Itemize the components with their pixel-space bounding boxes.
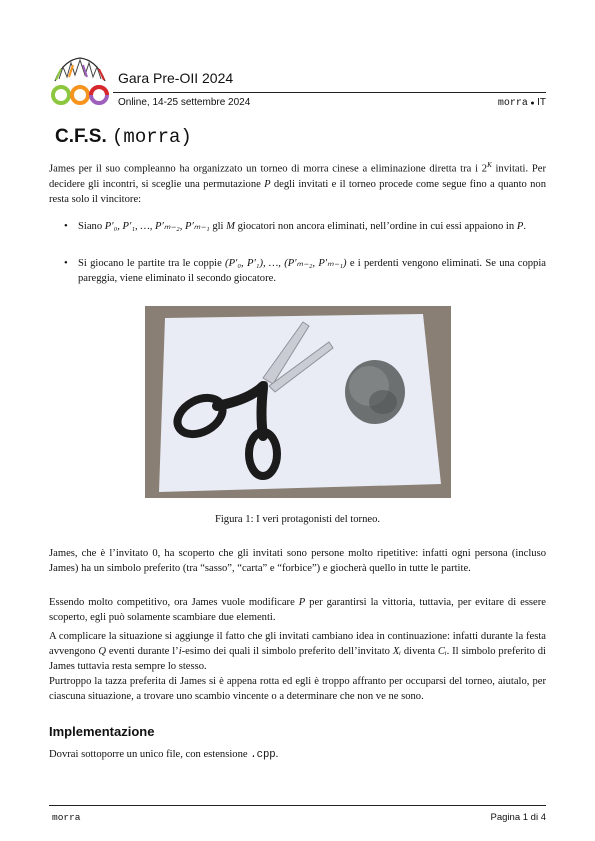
cup-paragraph: Purtroppo la tazza preferita di James si è appena rotta ed egli è troppo affranto per occuparsi del torneo, aiutalo, per ciascuna situazione, a trovare uno scambio vincente o a determinare che non ve ne sono. — [49, 676, 546, 702]
header-bullet: ● — [530, 100, 535, 107]
scissors-and-rock-photo — [145, 306, 451, 498]
bullet1-math: P′₀, P′₁, …, P′ₘ₋₂, P′ₘ₋₁ — [104, 221, 210, 232]
submit-text-b: . — [275, 749, 279, 760]
bullet1-var-m: M — [226, 221, 235, 232]
task-title-main: C.F.S. — [55, 126, 107, 147]
bullet1-text-a: Siano — [78, 221, 105, 232]
complic-text-b: eventi durante l’ — [106, 646, 179, 657]
header-divider — [113, 92, 546, 93]
complic-text-e: . Il simbolo preferito di James tuttavia resta sempre lo stesso. — [49, 646, 546, 672]
complic-text-d: diventa — [400, 646, 438, 657]
intro-text-c: degli invitati e il torneo procede come segue fino a quanto non resta solo il vincitore: — [49, 178, 546, 205]
intro-text-a: James per il suo compleanno ha organizzato un torneo di morra cinese a eliminazione diretta tra i 2 — [49, 163, 488, 175]
complic-var-q: Q — [98, 646, 106, 657]
submit-extension: .cpp — [250, 749, 276, 761]
complic-var-c: Cᵢ — [437, 646, 447, 657]
figure-caption: Figura 1: I veri protagonisti del torneo. — [214, 514, 381, 525]
intro-paragraph — [49, 158, 546, 207]
footer-page-number: Pagina 1 di 4 — [490, 812, 546, 823]
header-task-info — [498, 97, 546, 109]
footer-task-code: morra — [52, 812, 81, 823]
header-language: IT — [537, 97, 546, 108]
contest-dates: Online, 14-25 settembre 2024 — [118, 97, 251, 108]
contest-title: Gara Pre-OII 2024 — [118, 70, 234, 86]
compete-var-p: P — [298, 597, 306, 608]
olympiad-logo-icon — [49, 55, 111, 110]
complic-var-x: Xᵢ — [392, 646, 401, 657]
submit-text-a: Dovrai sottoporre un unico file, con estensione — [49, 749, 251, 760]
bullet1-text-b: gli — [209, 221, 227, 232]
bullet2-text-b: e i perdenti vengono eliminati. Se una coppia pareggia, viene eliminato il secondo giocatore. — [78, 258, 546, 284]
rules-list-1 — [64, 219, 546, 234]
implementation-heading: Implementazione — [49, 724, 155, 739]
intro-exponent: K — [487, 161, 492, 169]
complic-text-c: -esimo dei quali il simbolo preferito dell’invitato — [181, 646, 393, 657]
compete-text-a: Essendo molto competitivo, ora James vuole modificare — [49, 597, 299, 608]
footer-divider — [49, 805, 546, 806]
task-title — [55, 126, 192, 148]
competitive-paragraph — [49, 595, 546, 625]
bullet1-var-p: P — [516, 221, 524, 232]
bullet1-text-c: giocatori non ancora eliminati, nell’ordine in cui essi appaiono in — [234, 221, 517, 232]
james-paragraph: James, che è l’invitato 0, ha scoperto che gli invitati sono persone molto ripetitive: infatti ogni persona (incluso James) ha un simbolo preferito (tra “sasso”, “carta” e “forbice”) e giocherà quello in tutte le partite. — [49, 548, 546, 574]
list-item — [64, 256, 546, 286]
bullet2-math: (P′₀, P′₁), …, (P′ₘ₋₂, P′ₘ₋₁) — [225, 258, 347, 269]
intro-var-p: P — [264, 178, 271, 190]
complic-text-a: A complicare la situazione si aggiunge il fatto che gli invitati cambiano idea in continuazione: infatti durante la festa avvengono — [49, 631, 546, 657]
submit-paragraph — [49, 747, 546, 763]
rules-list-2 — [64, 256, 546, 286]
bullet1-text-d: . — [523, 221, 526, 232]
compete-text-b: per garantirsi la vittoria, tuttavia, per evitare di essere scoperto, egli può solamente scambiare due elementi. — [49, 597, 546, 623]
task-title-code: (morra) — [112, 126, 192, 148]
complication-paragraph — [49, 629, 546, 674]
intro-text-b: invitati. Per decidere gli incontri, si sceglie una permutazione — [49, 163, 546, 190]
header-task-code: morra — [497, 98, 528, 109]
list-item — [64, 219, 546, 234]
complic-var-i: i — [178, 646, 182, 657]
bullet2-text-a: Si giocano le partite tra le coppie — [78, 258, 226, 269]
